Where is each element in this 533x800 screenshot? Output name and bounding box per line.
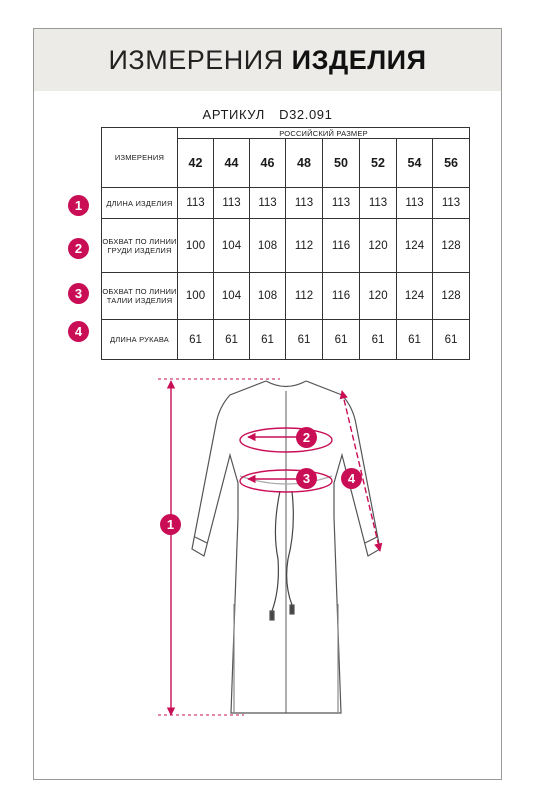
table-cell: 104 <box>214 273 250 320</box>
table-cell: 61 <box>433 320 470 360</box>
title-light: ИЗМЕРЕНИЯ <box>108 44 284 75</box>
size-header-cell: 48 <box>286 139 323 188</box>
row-label-cell: ОБХВАТ ПО ЛИНИИ ТАЛИИ ИЗДЕЛИЯ <box>102 273 178 320</box>
table-cell: 61 <box>397 320 433 360</box>
measurement-lines <box>158 379 380 715</box>
table-cell: 128 <box>433 273 470 320</box>
table-cell: 61 <box>250 320 286 360</box>
size-group-header: РОССИЙСКИЙ РАЗМЕР <box>178 128 470 139</box>
table-cell: 128 <box>433 219 470 273</box>
diagram-marker-1: 1 <box>160 514 181 535</box>
size-header-cell: 46 <box>250 139 286 188</box>
table-cell: 120 <box>360 273 397 320</box>
title-bold: ИЗДЕЛИЯ <box>291 44 427 75</box>
tie-left <box>272 491 280 611</box>
table-cell: 113 <box>178 188 214 219</box>
left-cuff <box>195 537 207 543</box>
table-cell: 61 <box>323 320 360 360</box>
table-cell: 113 <box>360 188 397 219</box>
table-cell: 124 <box>397 219 433 273</box>
dress-diagram <box>34 29 503 781</box>
row-marker-3: 3 <box>68 283 89 304</box>
table-cell: 113 <box>397 188 433 219</box>
table-cell: 116 <box>323 219 360 273</box>
table-cell: 113 <box>433 188 470 219</box>
tie-right <box>287 491 294 605</box>
tie-tip-right <box>290 605 294 614</box>
table-cell: 113 <box>250 188 286 219</box>
table-cell: 100 <box>178 219 214 273</box>
table-cell: 112 <box>286 219 323 273</box>
row-marker-2: 2 <box>68 238 89 259</box>
table-cell: 61 <box>286 320 323 360</box>
size-header-cell: 42 <box>178 139 214 188</box>
row-label-cell: ОБХВАТ ПО ЛИНИИ ГРУДИ ИЗДЕЛИЯ <box>102 219 178 273</box>
size-header-cell: 56 <box>433 139 470 188</box>
table-cell: 120 <box>360 219 397 273</box>
size-chart-card <box>33 28 502 780</box>
right-cuff <box>365 537 377 543</box>
diagram-marker-2: 2 <box>296 427 317 448</box>
article-label: АРТИКУЛ <box>202 107 265 122</box>
size-header-cell: 54 <box>397 139 433 188</box>
table-cell: 108 <box>250 273 286 320</box>
diagram-marker-4: 4 <box>341 468 362 489</box>
table-cell: 124 <box>397 273 433 320</box>
row-marker-4: 4 <box>68 321 89 342</box>
size-header-cell: 52 <box>360 139 397 188</box>
row-marker-1: 1 <box>68 195 89 216</box>
table-cell: 108 <box>250 219 286 273</box>
table-cell: 61 <box>360 320 397 360</box>
table-cell: 61 <box>214 320 250 360</box>
table-cell: 113 <box>286 188 323 219</box>
table-cell: 104 <box>214 219 250 273</box>
table-cell: 61 <box>178 320 214 360</box>
article-code: D32.091 <box>279 107 333 122</box>
diagram-marker-3: 3 <box>296 468 317 489</box>
row-label-cell: ДЛИНА РУКАВА <box>102 320 178 360</box>
table-cell: 112 <box>286 273 323 320</box>
row-label-cell: ДЛИНА ИЗДЕЛИЯ <box>102 188 178 219</box>
table-cell: 116 <box>323 273 360 320</box>
tie-tip-left <box>270 611 274 620</box>
neckline <box>266 381 306 387</box>
table-cell: 100 <box>178 273 214 320</box>
size-header-cell: 50 <box>323 139 360 188</box>
table-cell: 113 <box>214 188 250 219</box>
measure-header-cell: ИЗМЕРЕНИЯ <box>102 128 178 188</box>
size-header-cell: 44 <box>214 139 250 188</box>
table-cell: 113 <box>323 188 360 219</box>
